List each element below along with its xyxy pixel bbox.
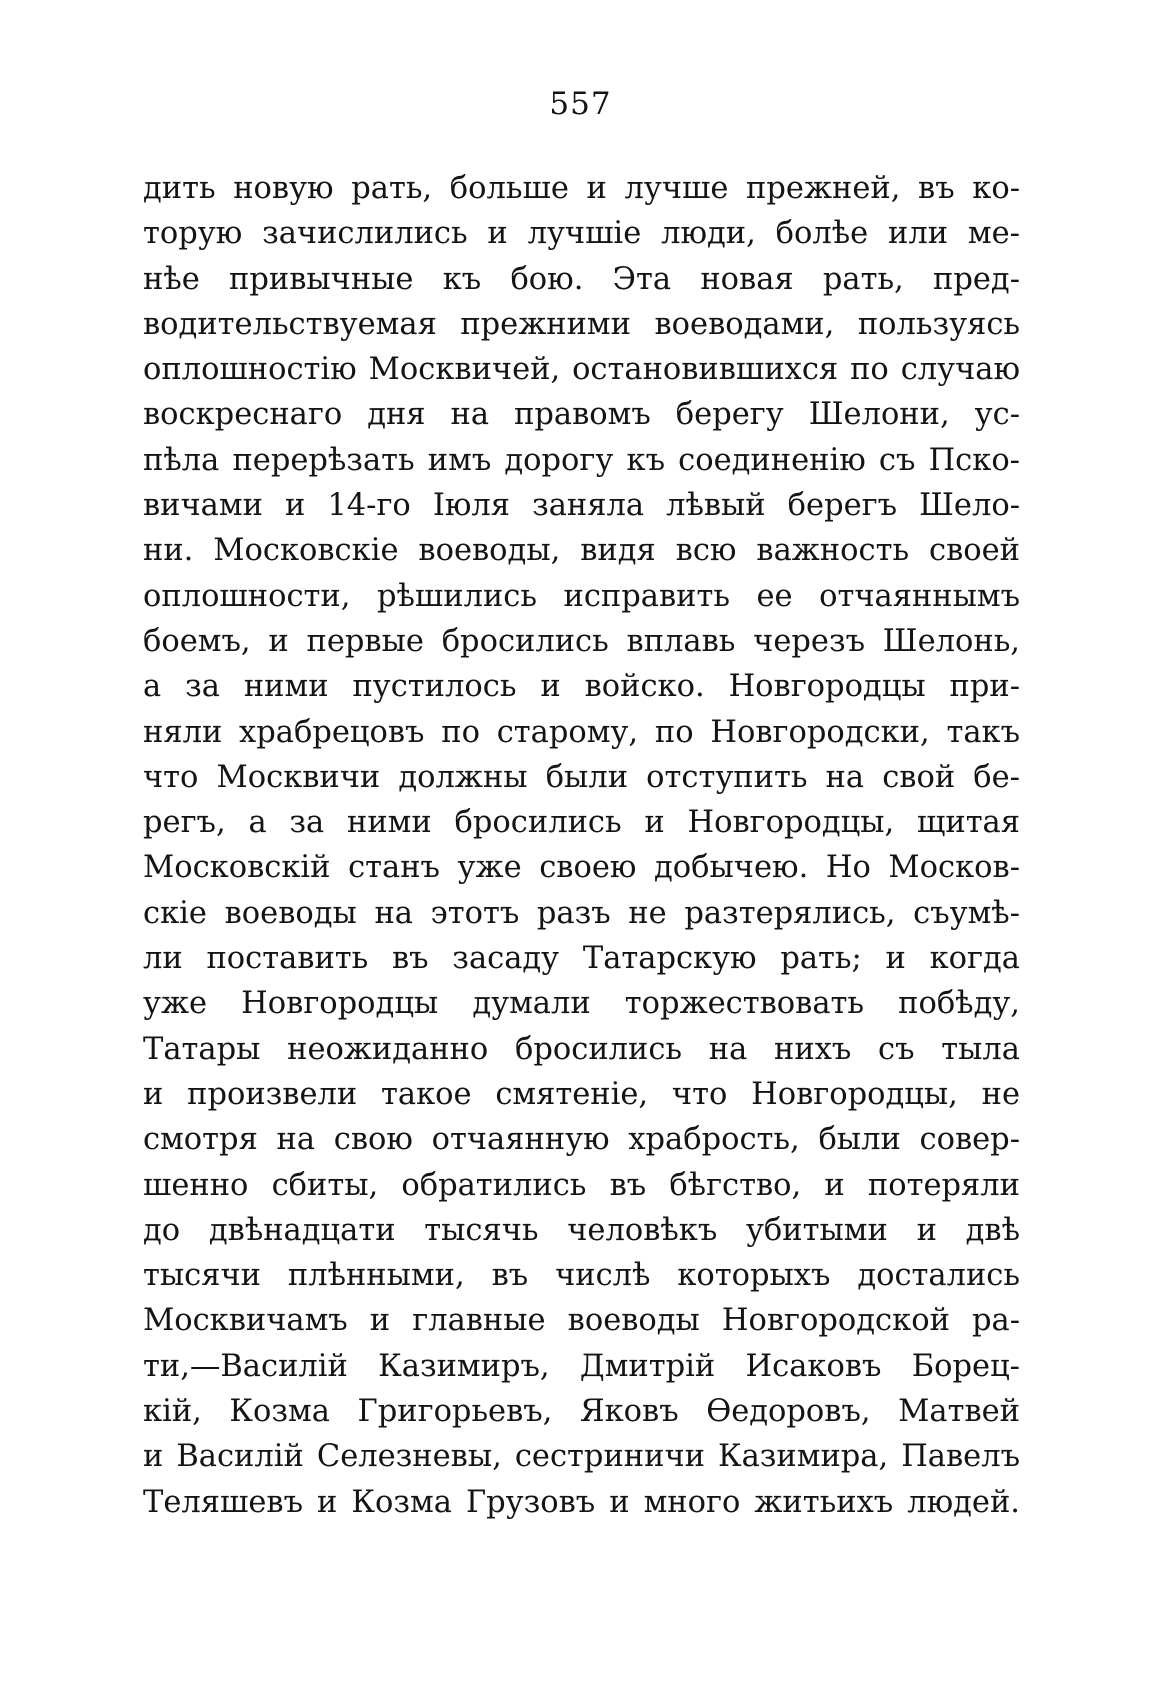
- text-line: а за ними пустилось и войско. Новгородцы при-: [143, 669, 1020, 705]
- text-line: Теляшевъ и Козма Грузовъ и много житьихъ людей.: [143, 1484, 1020, 1520]
- text-line: скіе воеводы на этотъ разъ не разтерялись, съумѣ-: [143, 895, 1020, 931]
- text-line: водительствуемая прежними воеводами, пользуясь: [143, 306, 1020, 342]
- text-line: торую зачислились и лучшіе люди, болѣе или ме-: [143, 216, 1020, 252]
- text-line: тысячи плѣнными, въ числѣ которыхъ достались: [143, 1258, 1020, 1294]
- text-line: пѣла перерѣзать имъ дорогу къ соединенію съ Пско-: [143, 442, 1020, 478]
- text-line: до двѣнадцати тысячь человѣкъ убитыми и двѣ: [143, 1212, 1020, 1248]
- text-line: регъ, а за ними бросились и Новгородцы, щитая: [143, 805, 1020, 841]
- text-line: ти,—Василій Казимиръ, Дмитрій Исаковъ Борец-: [143, 1348, 1020, 1384]
- text-line: что Москвичи должны были отступить на свой бе-: [143, 759, 1020, 795]
- text-line: Москвичамъ и главные воеводы Новгородской ра-: [143, 1303, 1020, 1339]
- text-line: няли храбрецовъ по старому, по Новгородски, такъ: [143, 714, 1020, 750]
- text-line: и произвели такое смятеніе, что Новгородцы, не: [143, 1076, 1020, 1112]
- body-text: [143, 166, 1020, 1525]
- text-line: Татары неожиданно бросились на нихъ съ тыла: [143, 1031, 1020, 1067]
- text-line: ли поставить въ засаду Татарскую рать; и когда: [143, 941, 1020, 977]
- text-line: оплошностію Москвичей, остановившихся по случаю: [143, 352, 1020, 388]
- text-line: и Василій Селезневы, сестриничи Казимира, Павелъ: [143, 1439, 1020, 1475]
- text-line: вичами и 14-го Іюля заняла лѣвый берегъ Шело-: [143, 488, 1020, 524]
- text-line: боемъ, и первые бросились вплавь черезъ Шелонь,: [143, 623, 1020, 659]
- text-line: дить новую рать, больше и лучше прежней, въ ко-: [143, 171, 1020, 206]
- text-line: кій, Козма Григорьевъ, Яковъ Ѳедоровъ, Матвей: [143, 1394, 1020, 1430]
- text-line: ни. Московскіе воеводы, видя всю важность своей: [143, 533, 1020, 569]
- text-line: оплошности, рѣшились исправить ее отчаяннымъ: [143, 578, 1020, 614]
- text-line: уже Новгородцы думали торжествовать побѣду,: [143, 986, 1020, 1022]
- text-line: воскреснаго дня на правомъ берегу Шелони, ус-: [143, 397, 1020, 433]
- text-line: Московскій станъ уже своею добычею. Но Москов-: [143, 850, 1020, 886]
- text-line: смотря на свою отчаянную храбрость, были совер-: [143, 1122, 1020, 1158]
- text-line: шенно сбиты, обратились въ бѣгство, и потеряли: [143, 1167, 1020, 1203]
- text-line: нѣе привычные къ бою. Эта новая рать, пред-: [143, 261, 1020, 297]
- page-number: 557: [549, 86, 612, 122]
